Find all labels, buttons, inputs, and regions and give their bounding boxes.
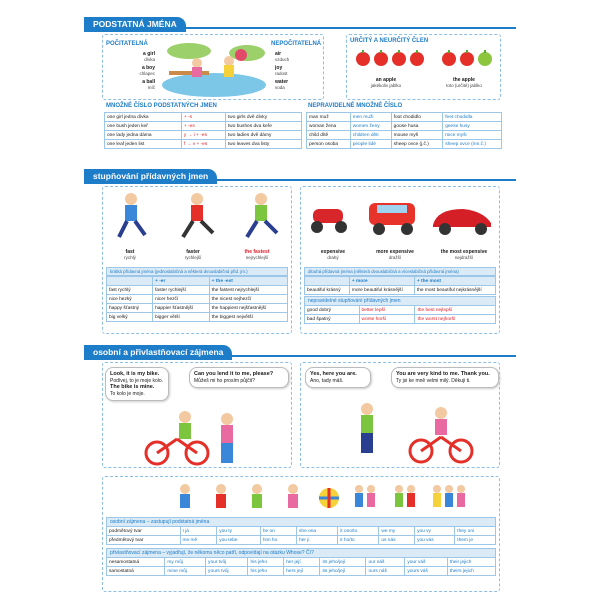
- adjective-expensive: expensive drahý: [320, 249, 346, 260]
- table-row: podmětový tvar I já you ty he on she ona it ono/to we my you vy they oni: [107, 527, 496, 536]
- personal-pronouns-bar: osobní zájmena – zastupují podstatná jména: [106, 517, 496, 527]
- speech-bubble: Can you lend it to me, please? Můžeš mi ho prosím půjčit?: [189, 367, 289, 388]
- countable-word: a girl dívka: [143, 51, 155, 62]
- dialogue-panel-right: [300, 362, 500, 468]
- short-adjectives-panel: [102, 186, 292, 334]
- speech-bubble: Yes, here you are. Ano, tady máš.: [305, 367, 371, 388]
- irregular-plural-title: NEPRAVIDELNÉ MNOŽNÉ ČÍSLO: [308, 103, 403, 109]
- speech-bubble: You are very kind to me. Thank you. Ty jsi ke mně velmi milý. Děkuji ti.: [391, 367, 499, 388]
- table-row: one leaf jeden list f → v + -es two leaves dva listy: [105, 140, 302, 149]
- uncountable-word-list: [275, 51, 319, 91]
- irregular-adjectives-table: [304, 305, 496, 324]
- table-row: one girl jedna dívka + -s two girls dvě dívky: [105, 113, 302, 122]
- possessive-pronouns-table: [106, 557, 496, 576]
- table-row: one lady jedna dáma y → i + -es two ladies dvě dámy: [105, 131, 302, 140]
- countable-word: a boy chlapec: [139, 65, 155, 76]
- table-row: woman žena women ženy goose husa geese husy: [307, 122, 502, 131]
- pronoun-pictures: [173, 481, 497, 515]
- table-row: big velký bigger větší the biggest největší: [107, 313, 288, 322]
- countable-panel: [102, 34, 324, 100]
- table-row: fast rychlý faster rychlejší the fastest nejrychlejší: [107, 286, 288, 295]
- adjective-more-expensive: more expensive dražší: [376, 249, 414, 260]
- table-row: bad špatný worse horší the worst nejhorší: [305, 315, 496, 324]
- personal-pronouns-table: [106, 526, 496, 545]
- long-adjectives-panel: [300, 186, 500, 334]
- table-row: nice hezký nicer hezčí the nicest nejhezčí: [107, 295, 288, 304]
- countable-label: POČITATELNÁ: [106, 41, 148, 47]
- uncountable-word: joy radost: [275, 65, 288, 76]
- irregular-adjectives-bar: nepravidelné stupňování přídavných jmen: [304, 296, 496, 306]
- article-an-apple: an apple jakékoliv jablko: [370, 77, 402, 88]
- adjective-fast: fast rychlý: [124, 249, 136, 260]
- table-row: good dobrý better lepší the best nejlepší: [305, 306, 496, 315]
- irregular-plural-table: [306, 112, 502, 149]
- long-adjectives-table: [304, 276, 496, 295]
- table-row: + -er + the -est: [107, 277, 288, 286]
- table-row: happy šťastný happier šťastnější the happiest nejšťastnější: [107, 304, 288, 313]
- plural-table: [104, 112, 302, 149]
- long-adjectives-bar: dlouhá přídavná jména (některá dvouslabičná a víceslabičná přídavná jména): [304, 267, 496, 276]
- table-row: beautiful krásný more beautiful krásnější the most beautiful nejkrásnější: [305, 286, 496, 295]
- adjective-faster: faster rychlejší: [184, 249, 202, 260]
- possessive-pronouns-bar: přivlastňovací zájmena – vyjadřují, že někomu něco patří, odpovídají na otázku Whose? Čí?: [106, 548, 496, 558]
- apples-illustration: [353, 48, 499, 70]
- countable-word: a ball míč: [142, 79, 155, 90]
- uncountable-label: NEPOČITATELNÁ: [271, 41, 322, 47]
- kids-bike-illustration: [141, 409, 251, 467]
- short-adjectives-bar: krátká přídavná jména (jednoslabičná a některá dvouslabičná přid. jm.): [106, 267, 288, 276]
- pronouns-panel: [102, 476, 500, 592]
- dialogue-panel-left: [102, 362, 292, 468]
- articles-panel: [346, 34, 501, 100]
- section-header-nouns: PODSTATNÁ JMÉNA: [84, 14, 516, 29]
- countable-word-list: [117, 51, 155, 91]
- table-row: nesamostatná my můj your tvůj his jeho her její its jeho/její our náš your váš their jejich: [107, 558, 496, 567]
- table-row: child dítě children děti mouse myš mice myši: [307, 131, 502, 140]
- adjective-fastest: the fastest nejrychlejší: [244, 249, 270, 260]
- adjective-most-expensive: the most expensive nejdražší: [440, 249, 488, 260]
- uncountable-word: water voda: [275, 79, 289, 90]
- table-row: předmětový tvar me mě you tebe him ho her ji it ho/to us nás you vás them je: [107, 536, 496, 545]
- section-header-pronouns: osobní a přivlastňovací zájmena: [84, 342, 516, 357]
- table-row: man muž men muži foot chodidlo feet chodidla: [307, 113, 502, 122]
- grammar-poster: [84, 6, 516, 594]
- uncountable-word: air vzduch: [275, 51, 290, 62]
- articles-title: URČITÝ A NEURČITÝ ČLEN: [350, 38, 429, 44]
- vehicles-illustration: [307, 195, 495, 239]
- table-row: + more + the most: [305, 277, 496, 286]
- table-row: person osoba people lidé sheep ovce (j.č.) sheep ovce (mn.č.): [307, 140, 502, 149]
- kids-bike-illustration-2: [345, 399, 475, 465]
- short-adjectives-table: [106, 276, 288, 322]
- table-row: samostatná mine můj yours tvůj his jeho hers její its jeho/její ours náš yours váš theirs jejich: [107, 567, 496, 576]
- section-header-adjectives: stupňování přídavných jmen: [84, 166, 516, 181]
- kids-pond-illustration: [159, 41, 269, 97]
- table-row: one bush jeden keř + -es two bushes dva keře: [105, 122, 302, 131]
- plural-title: MNOŽNÉ ČÍSLO PODSTATNÝCH JMEN: [106, 103, 217, 109]
- speech-bubble: Look, it is my bike. Podívej, to je moje kolo. The bike is mine. To kolo je moje.: [105, 367, 169, 401]
- article-the-apple: the apple toto (určité) jablko: [446, 77, 482, 88]
- runners-illustration: [111, 191, 285, 241]
